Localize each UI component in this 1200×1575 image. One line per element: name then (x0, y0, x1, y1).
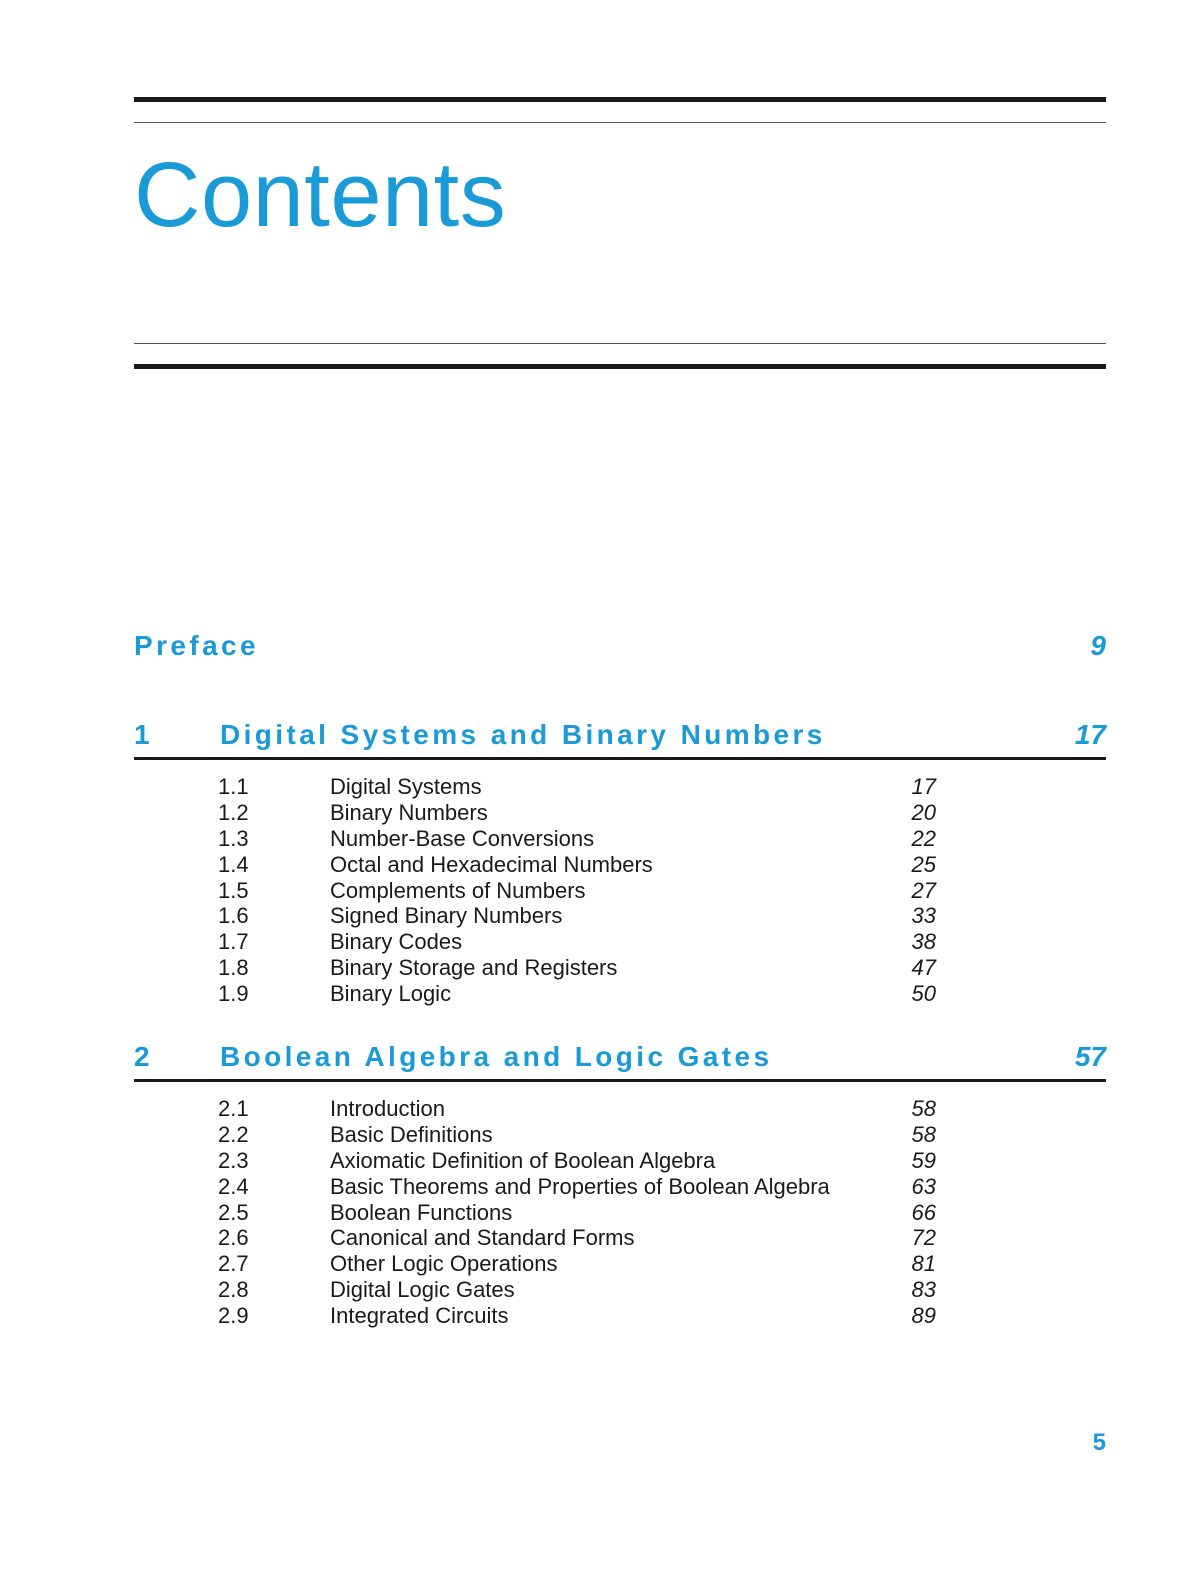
section-title: Other Logic Operations (330, 1251, 558, 1277)
chapter-title: Boolean Algebra and Logic Gates (220, 1041, 773, 1072)
section-number: 2.4 (218, 1173, 249, 1199)
section-page-number: 89 (911, 1303, 936, 1329)
section-page-number: 47 (911, 955, 936, 981)
section-page-number: 72 (911, 1225, 936, 1251)
section-title: Canonical and Standard Forms (330, 1225, 635, 1251)
section-page-number: 58 (911, 1096, 936, 1121)
section-list (134, 774, 1106, 1007)
toc-section-entry[interactable] (134, 929, 1106, 955)
section-number: 2.7 (218, 1251, 249, 1277)
preface-page-number: 9 (1090, 630, 1106, 661)
toc-chapter-1 (134, 715, 1106, 1007)
section-title: Binary Logic (330, 981, 452, 1007)
section-number: 2.1 (218, 1096, 249, 1121)
chapter-number: 1 (134, 719, 150, 750)
chapter-heading[interactable] (134, 715, 1106, 755)
chapter-rule (134, 1079, 1106, 1082)
section-title: Signed Binary Numbers (330, 903, 563, 929)
chapter-page-number: 57 (1074, 1041, 1106, 1072)
section-title: Integrated Circuits (330, 1303, 509, 1329)
section-page-number: 27 (911, 877, 936, 903)
section-page-number: 25 (911, 851, 936, 877)
section-number: 1.5 (218, 877, 249, 903)
section-number: 1.4 (218, 851, 249, 877)
section-title: Axiomatic Definition of Boolean Algebra (330, 1147, 716, 1173)
section-title: Number-Base Conversions (330, 825, 595, 851)
section-page-number: 66 (911, 1199, 936, 1225)
toc-section-entry[interactable] (134, 1277, 1106, 1303)
section-title: Binary Codes (330, 929, 463, 955)
toc-section-entry[interactable] (134, 903, 1106, 929)
toc-section-entry[interactable] (134, 878, 1106, 904)
section-number: 1.9 (218, 981, 249, 1007)
section-list (134, 1096, 1106, 1329)
chapter-number: 2 (134, 1041, 150, 1072)
section-title: Octal and Hexadecimal Numbers (330, 851, 653, 877)
section-number: 2.6 (218, 1225, 249, 1251)
toc-section-entry[interactable] (134, 955, 1106, 981)
section-number: 2.2 (218, 1121, 249, 1147)
chapter-page-number: 17 (1074, 719, 1106, 750)
section-page-number: 20 (911, 799, 936, 825)
section-page-number: 59 (911, 1147, 936, 1173)
section-number: 1.8 (218, 955, 249, 981)
toc-section-entry[interactable] (134, 1122, 1106, 1148)
section-title: Complements of Numbers (330, 877, 586, 903)
toc-section-entry[interactable] (134, 1174, 1106, 1200)
top-thin-rule (134, 122, 1106, 123)
section-title: Binary Storage and Registers (330, 955, 618, 981)
section-title: Basic Definitions (330, 1121, 493, 1147)
section-number: 1.7 (218, 929, 249, 955)
top-thick-rule (134, 97, 1106, 102)
section-page-number: 17 (911, 774, 936, 799)
toc-preface-entry[interactable] (134, 628, 1106, 664)
toc-section-entry[interactable] (134, 1096, 1106, 1122)
preface-label: Preface (134, 630, 259, 661)
section-title: Boolean Functions (330, 1199, 513, 1225)
page-folio: 5 (1092, 1429, 1106, 1456)
toc-section-entry[interactable] (134, 1225, 1106, 1251)
section-number: 1.2 (218, 799, 249, 825)
section-page-number: 33 (911, 903, 936, 929)
section-number: 2.5 (218, 1199, 249, 1225)
section-number: 1.1 (218, 774, 249, 799)
toc-section-entry[interactable] (134, 826, 1106, 852)
section-number: 1.6 (218, 903, 249, 929)
toc-chapter-2 (134, 1037, 1106, 1329)
toc-section-entry[interactable] (134, 981, 1106, 1007)
toc-section-entry[interactable] (134, 1303, 1106, 1329)
section-title: Introduction (330, 1096, 445, 1121)
chapter-title: Digital Systems and Binary Numbers (220, 719, 826, 750)
toc-section-entry[interactable] (134, 774, 1106, 800)
chapter-rule (134, 757, 1106, 760)
toc-section-entry[interactable] (134, 1251, 1106, 1277)
section-number: 2.8 (218, 1277, 249, 1303)
section-page-number: 81 (911, 1251, 936, 1277)
section-page-number: 22 (911, 825, 936, 851)
toc-section-entry[interactable] (134, 1148, 1106, 1174)
toc-section-entry[interactable] (134, 852, 1106, 878)
section-title: Binary Numbers (330, 799, 488, 825)
section-title: Digital Logic Gates (330, 1277, 515, 1303)
section-page-number: 63 (911, 1173, 936, 1199)
section-page-number: 83 (911, 1277, 936, 1303)
section-page-number: 58 (911, 1121, 936, 1147)
section-number: 1.3 (218, 825, 249, 851)
chapter-heading[interactable] (134, 1037, 1106, 1077)
section-page-number: 38 (911, 929, 936, 955)
page-title: Contents (134, 144, 507, 246)
section-number: 2.9 (218, 1303, 249, 1329)
section-title: Digital Systems (330, 774, 482, 799)
toc-section-entry[interactable] (134, 1200, 1106, 1226)
toc-section-entry[interactable] (134, 800, 1106, 826)
section-number: 2.3 (218, 1147, 249, 1173)
section-page-number: 50 (911, 981, 936, 1007)
bottom-thick-rule (134, 364, 1106, 369)
bottom-thin-rule (134, 343, 1106, 344)
section-title: Basic Theorems and Properties of Boolean Algebra (330, 1173, 830, 1199)
